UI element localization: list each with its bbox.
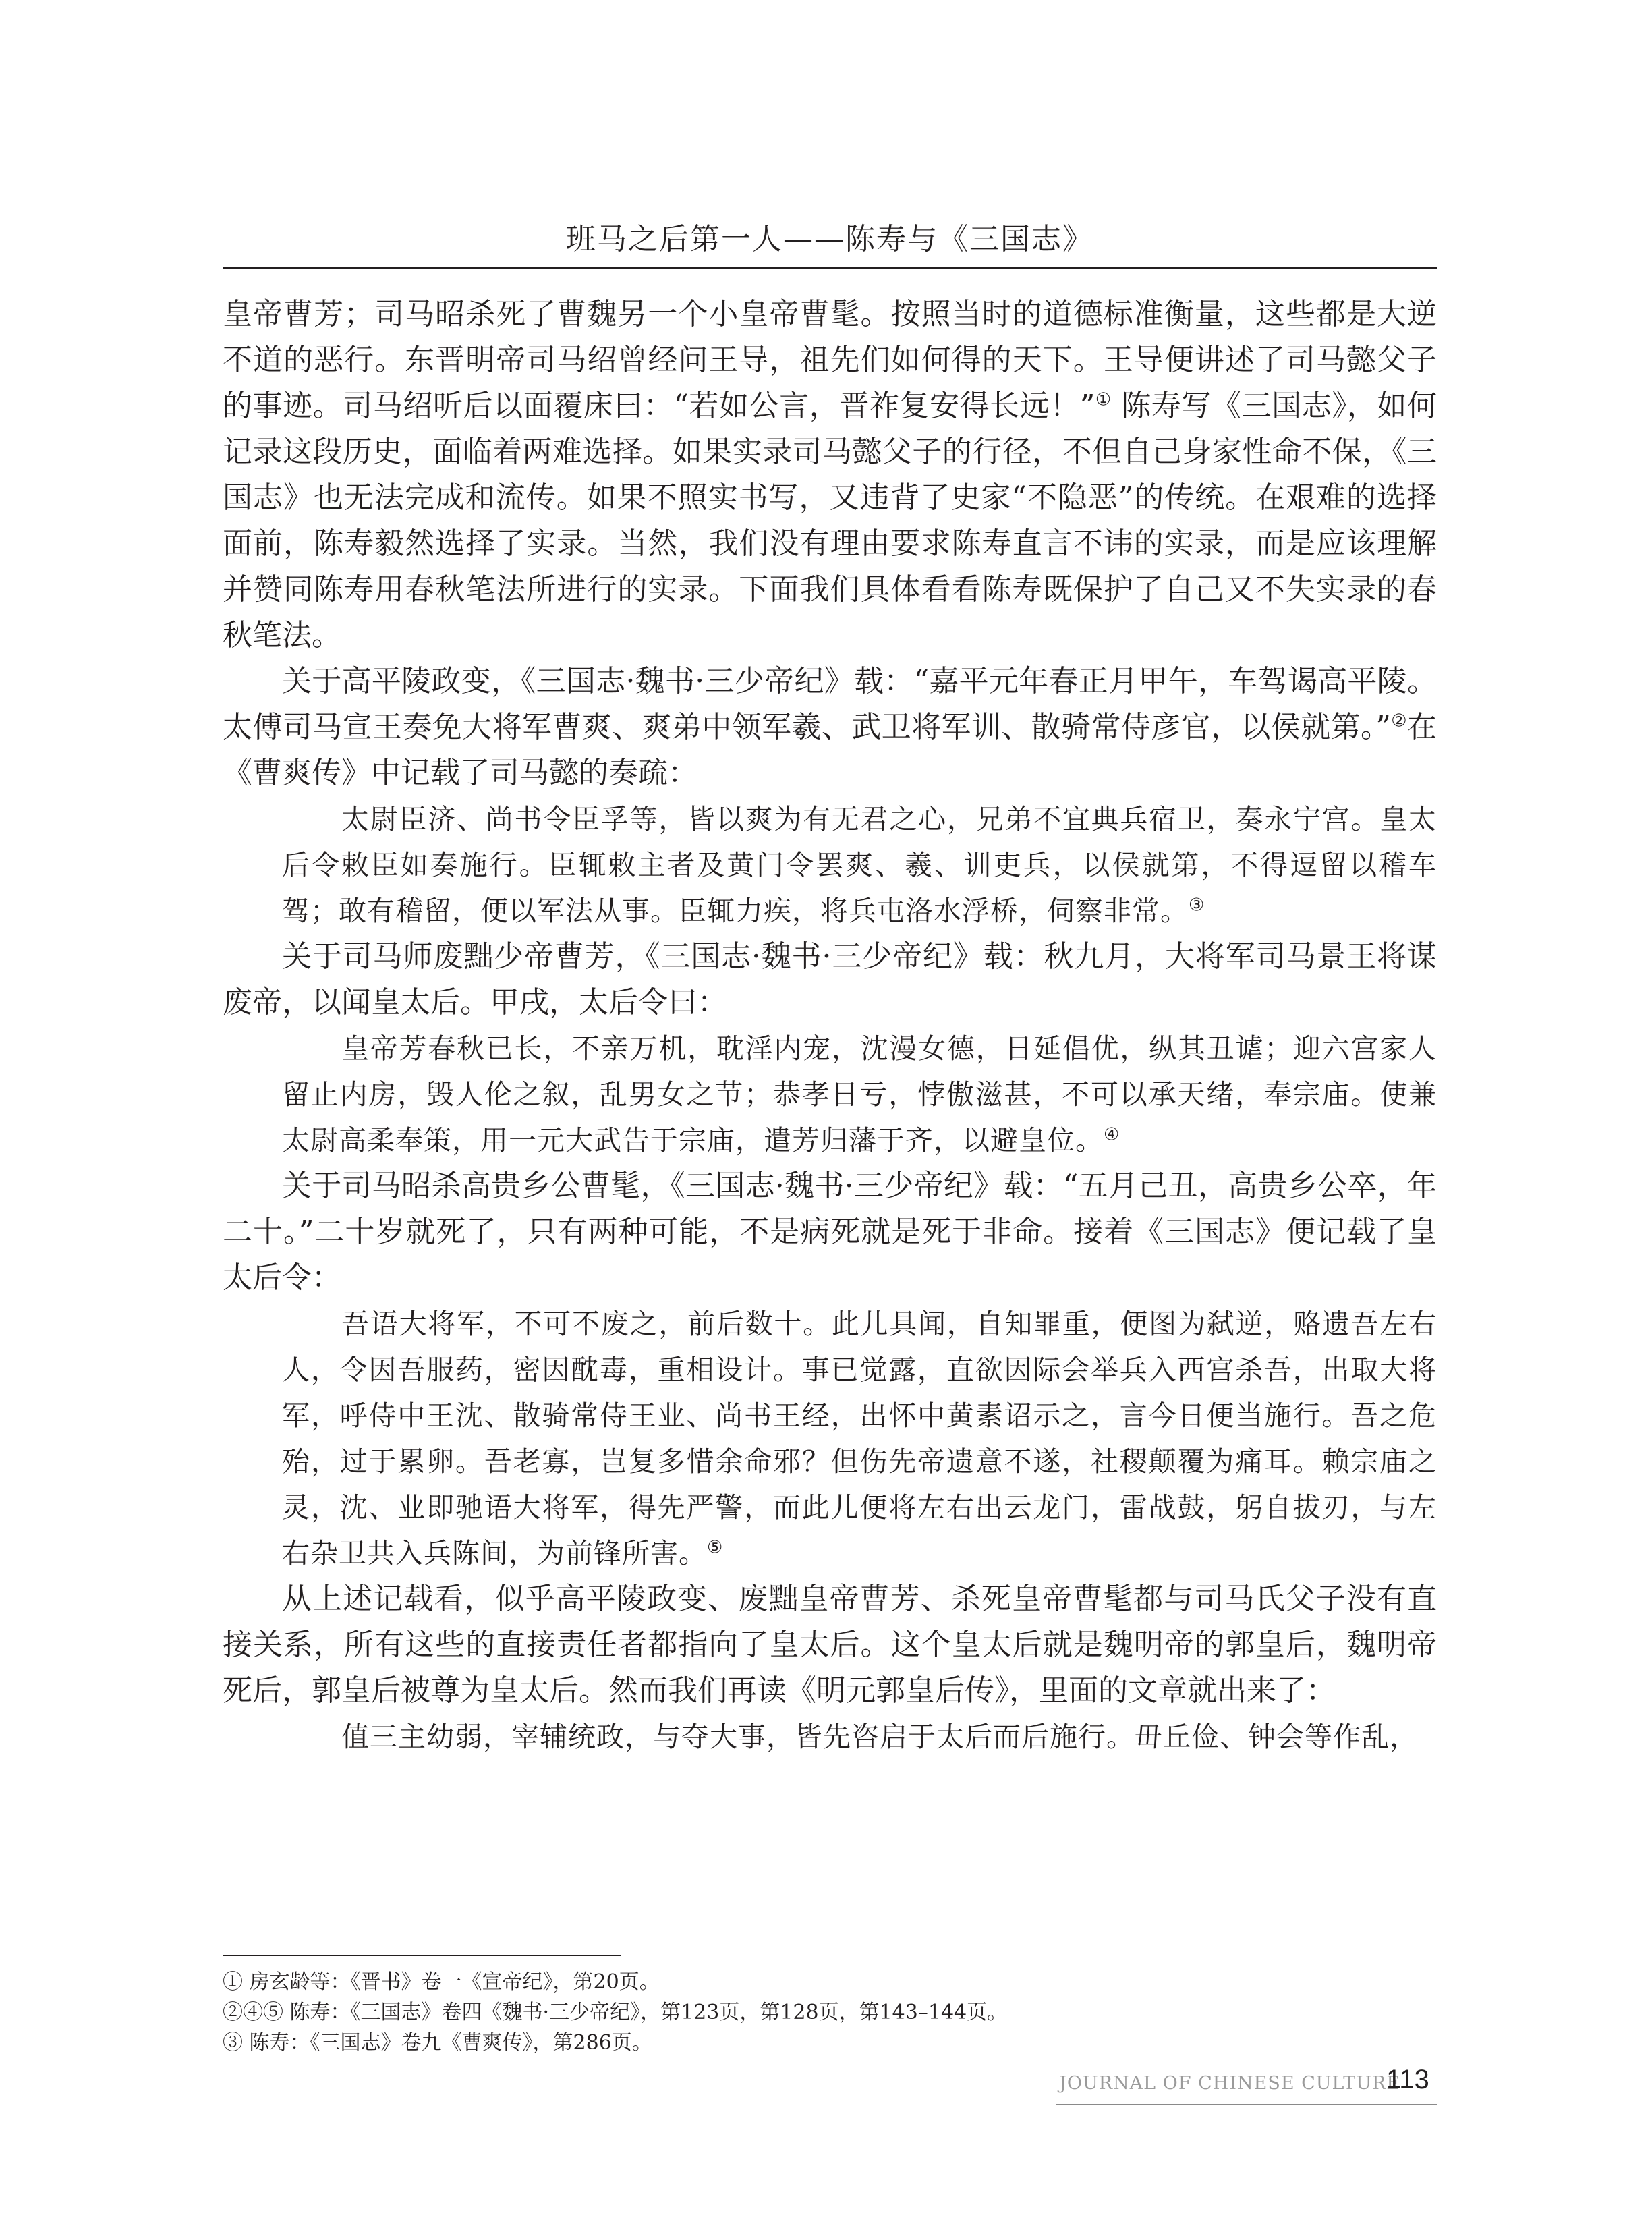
footnote-ref-5: ⑤ — [707, 1537, 724, 1558]
footnote-3: ③ 陈寿：《三国志》卷九《曹爽传》，第286页。 — [223, 2031, 652, 2055]
block-quote-2 — [223, 1026, 1437, 1163]
footnotes — [223, 1967, 1437, 2058]
paragraph-2 — [223, 659, 1437, 796]
block-quote-1-text: 太尉臣济、尚书令臣孚等，皆以爽为有无君之心，兄弟不宜典兵宿卫，奏永宁宫。皇太后令敕臣如奏施行。臣辄敕主者及黄门令罢爽、羲、训吏兵，以侯就第，不得逗留以稽车驾；敢有稽留，便以军法从事。臣辄力疾，将兵屯洛水浮桥，伺察非常。 — [282, 803, 1437, 927]
footnote-rule — [223, 1955, 621, 1956]
footer-rule — [1056, 2104, 1437, 2105]
footnote-ref-3: ③ — [1189, 895, 1205, 916]
paragraph-5: 从上述记载看，似乎高平陵政变、废黜皇帝曹芳、杀死皇帝曹髦都与司马氏父子没有直接关系，所有这些的直接责任者都指向了皇太后。这个皇太后就是魏明帝的郭皇后，魏明帝死后，郭皇后被尊为皇太后。然而我们再读《明元郭皇后传》，里面的文章就出来了： — [223, 1582, 1437, 1708]
paragraph-4: 关于司马昭杀高贵乡公曹髦，《三国志·魏书·三少帝纪》载：“五月己丑，高贵乡公卒，年二十。”二十岁就死了，只有两种可能，不是病死就是死于非命。接着《三国志》便记载了皇太后令： — [223, 1169, 1437, 1295]
paragraph-2-tail: 在《曹爽传》中记载了司马懿的奏疏： — [223, 710, 1437, 790]
paragraph-1-text: 皇帝曹芳；司马昭杀死了曹魏另一个小皇帝曹髦。按照当时的道德标准衡量，这些都是大逆不道的恶行。东晋明帝司马绍曾经问王导，祖先们如何得的天下。王导便讲述了司马懿父子的事迹。司马绍听后以面覆床曰：“若如公言，晋祚复安得长远！” — [223, 297, 1437, 423]
block-quote-1 — [223, 796, 1437, 934]
footnote-ref-1: ① — [1095, 389, 1112, 410]
footnote-1: ① 房玄龄等：《晋书》卷一《宣帝纪》，第20页。 — [223, 1970, 660, 1994]
block-quote-3 — [223, 1301, 1437, 1576]
footnote-2: ②④⑤ 陈寿：《三国志》卷四《魏书·三少帝纪》，第123页，第128页，第143–144页。 — [223, 2001, 1008, 2024]
paragraph-3: 关于司马师废黜少帝曹芳，《三国志·魏书·三少帝纪》载：秋九月，大将军司马景王将谋废帝，以闻皇太后。甲戌，太后令曰： — [223, 939, 1437, 1020]
paragraph-1 — [223, 291, 1437, 659]
article-body — [223, 291, 1437, 1760]
block-quote-4: 值三主幼弱，宰辅统政，与夺大事，皆先咨启于太后而后施行。毌丘俭、钟会等作乱， — [341, 1721, 1418, 1753]
paragraph-2-text: 关于高平陵政变，《三国志·魏书·三少帝纪》载：“嘉平元年春正月甲午，车驾谒高平陵。太傅司马宣王奏免大将军曹爽、爽弟中领军羲、武卫将军训、散骑常侍彦官，以侯就第。” — [223, 664, 1437, 744]
paragraph-1-tail: 陈寿写《三国志》，如何记录这段历史，面临着两难选择。如果实录司马懿父子的行径，不但自己身家性命不保，《三国志》也无法完成和流传。如果不照实书写，又违背了史家“不隐恶”的传统。在艰难的选择面前，陈寿毅然选择了实录。当然，我们没有理由要求陈寿直言不讳的实录，而是应该理解并赞同陈寿用春秋笔法所进行的实录。下面我们具体看看陈寿既保护了自己又不失实录的春秋笔法。 — [223, 389, 1437, 652]
page-number: 113 — [1386, 2065, 1429, 2094]
block-quote-3-text: 吾语大将军，不可不废之，前后数十。此儿具闻，自知罪重，便图为弑逆，赂遗吾左右人，令因吾服药，密因酖毒，重相设计。事已觉露，直欲因际会举兵入西宫杀吾，出取大将军，呼侍中王沈、散骑常侍王业、尚书王经，出怀中黄素诏示之，言今日便当施行。吾之危殆，过于累卵。吾老寡，岂复多惜余命邪？但伤先帝遗意不遂，社稷颠覆为痛耳。赖宗庙之灵，沈、业即驰语大将军，得先严警，而此儿便将左右出云龙门，雷战鼓，躬自拔刃，与左右杂卫共入兵陈间，为前锋所害。 — [282, 1308, 1437, 1569]
header-rule — [223, 267, 1437, 269]
footnote-ref-4: ④ — [1104, 1124, 1120, 1145]
block-quote-2-text: 皇帝芳春秋已长，不亲万机，耽淫内宠，沈漫女德，日延倡优，纵其丑谑；迎六宫家人留止内房，毁人伦之叙，乱男女之节；恭孝日亏，悖傲滋甚，不可以承天绪，奉宗庙。使兼太尉高柔奉策，用一元大武告于宗庙，遣芳归藩于齐，以避皇位。 — [282, 1032, 1437, 1157]
footnote-ref-2: ② — [1390, 711, 1407, 731]
journal-name: JOURNAL OF CHINESE CULTURE — [1059, 2073, 1401, 2094]
running-title: 班马之后第一人——陈寿与《三国志》 — [566, 222, 1093, 256]
